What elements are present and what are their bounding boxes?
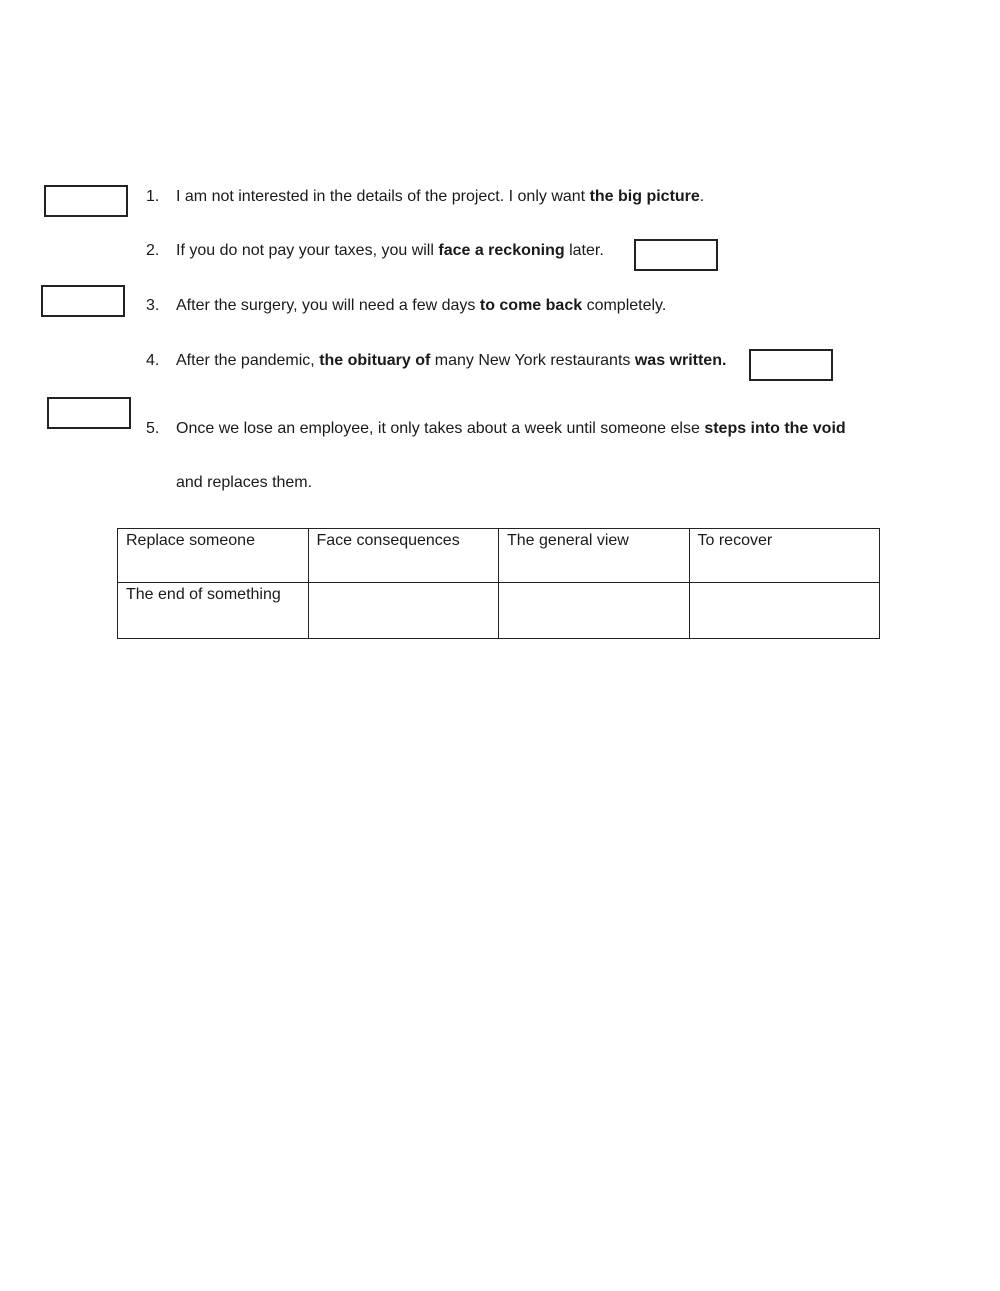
sentence-2	[146, 241, 604, 261]
sentence-text: .	[699, 188, 705, 205]
idiom-phrase: face a reckoning	[438, 242, 565, 259]
sentence-text: many New York restaurants	[430, 352, 635, 369]
answer-box-3[interactable]	[41, 285, 125, 317]
table-cell	[499, 583, 690, 639]
sentence-1	[146, 187, 704, 207]
sentence-5-continuation: and replaces them.	[176, 474, 313, 491]
sentence-text: completely.	[582, 297, 667, 314]
table-cell[interactable]: Face consequences	[308, 529, 499, 583]
idiom-phrase: the obituary of	[319, 352, 431, 369]
sentence-text: Once we lose an employee, it only takes about a week until someone else	[176, 420, 705, 437]
idiom-phrase: the big picture	[589, 188, 700, 205]
idiom-phrase: steps into the void	[704, 420, 846, 437]
answer-box-5[interactable]	[47, 397, 131, 429]
sentence-text: If you do not pay your taxes, you will	[176, 242, 439, 259]
table-row	[118, 529, 880, 583]
table-cell	[308, 583, 499, 639]
sentence-text: I am not interested in the details of the project. I only want	[176, 188, 590, 205]
table-cell[interactable]: To recover	[689, 529, 880, 583]
sentence-number: 4.	[146, 352, 160, 369]
sentence-number: 1.	[146, 188, 160, 205]
sentence-text: After the surgery, you will need a few days	[176, 297, 480, 314]
answer-box-1[interactable]	[44, 185, 128, 217]
table-cell[interactable]: Replace someone	[118, 529, 309, 583]
sentence-number: 5.	[146, 420, 160, 437]
idiom-phrase: was written.	[634, 352, 727, 369]
table-cell[interactable]: The general view	[499, 529, 690, 583]
meanings-table	[117, 528, 880, 639]
sentence-text: later.	[564, 242, 604, 259]
sentence-number: 2.	[146, 242, 160, 259]
sentence-number: 3.	[146, 297, 160, 314]
sentence-text: After the pandemic,	[176, 352, 320, 369]
answer-box-2[interactable]	[634, 239, 718, 271]
idiom-phrase: to come back	[479, 297, 583, 314]
answer-box-4[interactable]	[749, 349, 833, 381]
sentence-5	[146, 419, 846, 439]
sentence-3	[146, 296, 666, 316]
table-row	[118, 583, 880, 639]
sentence-4	[146, 351, 726, 371]
table-cell[interactable]: The end of something	[118, 583, 309, 639]
table-cell	[689, 583, 880, 639]
